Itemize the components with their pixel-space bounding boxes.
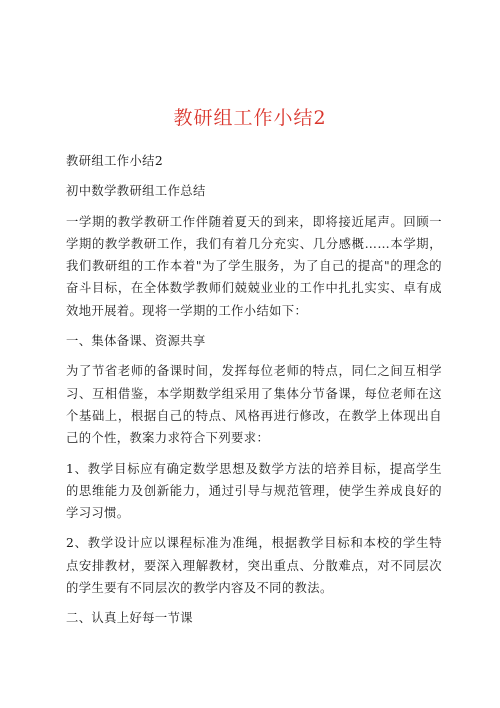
document-title: 教研组工作小结2 xyxy=(173,107,327,129)
list-item-1: 1、教学目标应有确定数学思想及数学方法的培养目标，提高学生的思维能力及创新能力，通过引导与规范管理，使学生养成良好的学习习惯。 xyxy=(66,461,442,521)
paragraph-subtitle: 教研组工作小结2 xyxy=(66,154,164,168)
paragraph-section-1: 为了节省老师的备课时间，发挥每位老师的特点，同仁之间互相学习、互相借鉴，本学期数学组采用了集体分节备课，每位老师在这个基础上，根据自己的特点、风格再进行修改，在教学上体现出自己的个性，教案力求符合下列要求： xyxy=(66,364,442,446)
paragraph-heading: 初中数学教研组工作总结 xyxy=(66,184,206,199)
list-item-2: 2、教学设计应以课程标准为准绳，根据教学目标和本校的学生特点安排教材，要深入理解教材，突出重点、分散难点，对不同层次的学生要有不同层次的教学内容及不同的教法。 xyxy=(66,536,442,596)
section-heading-2: 二、认真上好每一节课 xyxy=(66,611,193,626)
paragraph-intro: 一学期的教学教研工作伴随着夏天的到来，即将接近尾声。回顾一学期的教学教研工作，我们有着几分充实、几分感概……本学期，我们教研组的工作本着"为了学生服务，为了自己的提高"的理念的奋斗目标，在全体数学教师们兢兢业业的工作中扎扎实实、卓有成效地开展着。现将一学期的工作小结如下： xyxy=(66,214,442,318)
document-body xyxy=(66,150,442,638)
section-heading-1: 一、集体备课、资源共享 xyxy=(66,334,206,349)
